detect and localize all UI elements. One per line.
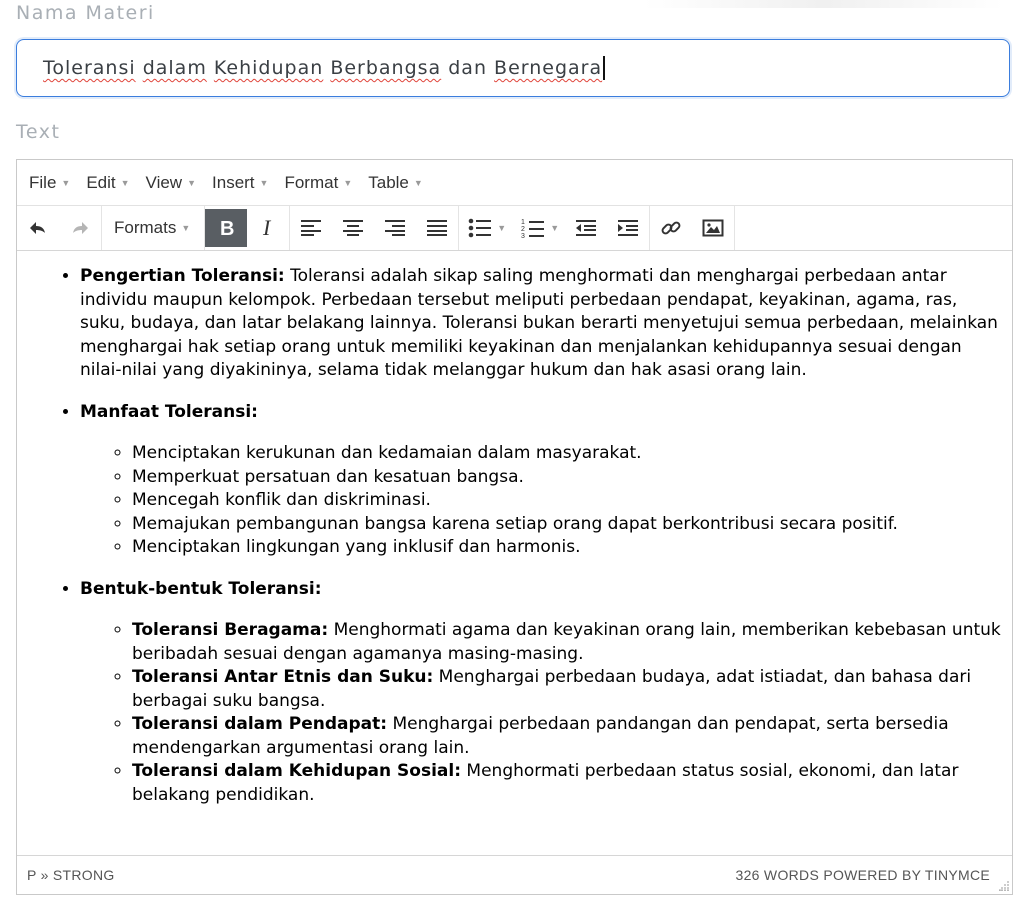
align-left-button[interactable] (290, 209, 332, 247)
outdent-icon (575, 219, 597, 237)
image-button[interactable] (692, 209, 734, 247)
menu-file[interactable]: File ▼ (29, 172, 71, 192)
text-cursor (603, 56, 605, 80)
style-group (205, 206, 290, 250)
statusbar-right (735, 867, 990, 883)
manfaat-sublist (80, 442, 1002, 560)
formats-group (102, 206, 205, 250)
nama-materi-value[interactable]: Toleransi dalam Kehidupan Berbangsa dan Bernegara (43, 57, 603, 79)
list-item: ◦ Memperkuat persatuan dan kesatuan bangsa. (132, 466, 1002, 490)
align-center-icon (342, 219, 364, 237)
main-list (27, 265, 1002, 807)
align-right-button[interactable] (374, 209, 416, 247)
svg-text:3: 3 (521, 233, 526, 239)
align-right-icon (384, 219, 406, 237)
resize-handle-icon[interactable] (999, 881, 1009, 891)
undo-icon (29, 220, 47, 236)
list-item: ◦ Toleransi dalam Kehidupan Sosial: Menghormati perbedaan status sosial, ekonomi, dan latar belakang pendidikan. (132, 760, 1002, 807)
bullet-list-button[interactable] (459, 209, 501, 247)
svg-text:2: 2 (521, 226, 526, 233)
list-item: ◦ Memajukan pembangunan bangsa karena setiap orang dapat berkontribusi secara positif. (132, 513, 1002, 537)
menu-edit[interactable]: Edit ▼ (86, 172, 130, 192)
bullet-list-icon (468, 218, 492, 238)
undo-button[interactable] (17, 209, 59, 247)
rich-text-editor (16, 159, 1013, 895)
menu-table[interactable]: Table ▼ (368, 172, 423, 192)
redo-icon (71, 220, 89, 236)
powered-by-link[interactable]: POWERED BY TINYMCE (823, 867, 990, 883)
chevron-down-icon: ▼ (120, 177, 130, 188)
link-button[interactable] (650, 209, 692, 247)
nama-materi-label: Nama Materi (16, 2, 155, 24)
editor-content[interactable] (17, 251, 1012, 855)
editor-statusbar (17, 855, 1012, 894)
formats-dropdown[interactable]: Formats ▼ (114, 218, 191, 237)
list-item-pengertian (80, 265, 1002, 383)
text-pengertian: Toleransi adalah sikap saling menghormati dan menghargai perbedaan antar individu maupun kelompok. Perbedaan tersebut meliputi perbedaan pendapat, keyakinan, agama, ras, suku, budaya, dan latar belakang lainnya. Toleransi bukan berarti menyetujui semua perbedaan, melainkan menghargai hak setiap orang untuk memiliki keyakinan dan menjalankan kehidupannya sesuai dengan nilai-nilai yang diyakininya, selama tidak melanggar hukum dan hak asasi orang lain. (80, 266, 998, 380)
list-item: ◦ Toleransi Antar Etnis dan Suku: Menghargai perbedaan budaya, adat istiadat, dan bahasa dari berbagai suku bangsa. (132, 666, 1002, 713)
chevron-down-icon: ▼ (61, 177, 71, 188)
chevron-down-icon: ▼ (343, 177, 353, 188)
text-label: Text (16, 121, 61, 143)
list-item: ◦ Mencegah konflik dan diskriminasi. (132, 489, 1002, 513)
chevron-down-icon: ▼ (413, 177, 423, 188)
term-manfaat: Manfaat Toleransi: (80, 401, 258, 422)
term-pengertian: Pengertian Toleransi: (80, 266, 285, 286)
chevron-down-icon: ▼ (187, 177, 197, 188)
outdent-button[interactable] (565, 209, 607, 247)
list-item: ◦ Toleransi dalam Pendapat: Menghargai perbedaan pandangan dan pendapat, serta bersedia mendengarkan argumentasi orang lain. (132, 713, 1002, 760)
numbered-list-button[interactable] (512, 209, 554, 247)
chevron-down-icon: ▼ (181, 223, 191, 233)
list-group (459, 206, 650, 250)
editor-menubar (17, 160, 1012, 206)
list-item-bentuk (80, 578, 1002, 808)
nama-materi-input[interactable] (16, 39, 1010, 97)
list-item: ◦ Toleransi Beragama: Menghormati agama dan keyakinan orang lain, memberikan kebebasan untuk beribadah sesuai dengan agamanya masing-masing. (132, 619, 1002, 666)
indent-icon (617, 219, 639, 237)
menu-insert[interactable]: Insert ▼ (212, 172, 269, 192)
bullet-list-options-chevron-down-icon[interactable]: ▼ (497, 223, 507, 233)
align-justify-icon (426, 219, 448, 237)
word-count: 326 WORDS (735, 867, 820, 883)
menu-format[interactable]: Format ▼ (284, 172, 353, 192)
chevron-down-icon: ▼ (259, 177, 269, 188)
align-left-icon (300, 219, 322, 237)
svg-text:1: 1 (521, 219, 526, 226)
image-icon (702, 219, 724, 237)
numbered-list-options-chevron-down-icon[interactable]: ▼ (550, 223, 560, 233)
italic-icon (260, 218, 276, 238)
svg-text:I: I (263, 218, 271, 238)
list-item: ◦ Menciptakan kerukunan dan kedamaian dalam masyarakat. (132, 442, 1002, 466)
editor-toolbar (17, 206, 1012, 251)
indent-button[interactable] (607, 209, 649, 247)
insert-group (650, 206, 735, 250)
redo-button[interactable] (59, 209, 101, 247)
term-bentuk: Bentuk-bentuk Toleransi: (80, 578, 322, 599)
align-center-button[interactable] (332, 209, 374, 247)
bold-button[interactable] (205, 209, 247, 247)
list-item: ◦ Menciptakan lingkungan yang inklusif dan harmonis. (132, 536, 1002, 560)
align-group (290, 206, 459, 250)
numbered-list-icon (521, 217, 545, 239)
menu-view[interactable]: View ▼ (145, 172, 197, 192)
italic-button[interactable] (247, 209, 289, 247)
background-blur (644, 0, 1004, 8)
history-group (17, 206, 102, 250)
list-item-manfaat (80, 401, 1002, 560)
align-justify-button[interactable] (416, 209, 458, 247)
bold-icon (218, 218, 234, 238)
bentuk-sublist (80, 619, 1002, 807)
element-path[interactable]: P » STRONG (27, 867, 115, 883)
link-icon (660, 217, 682, 239)
svg-text:B: B (220, 218, 235, 238)
